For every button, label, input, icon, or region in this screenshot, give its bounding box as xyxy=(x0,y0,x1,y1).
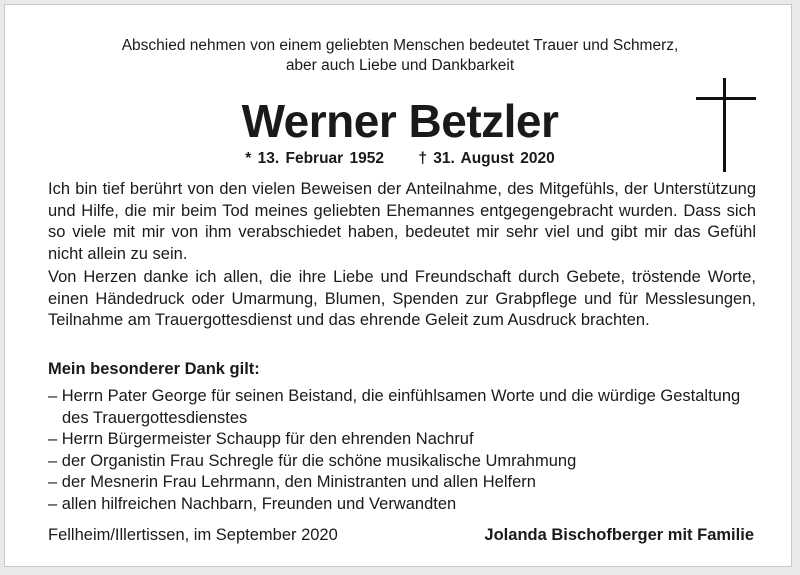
special-thanks-heading: Mein besonderer Dank gilt: xyxy=(48,360,260,378)
place-and-date: Fellheim/Illertissen, im September 2020 xyxy=(48,526,338,544)
intro-line-1: Abschied nehmen von einem geliebten Menschen bedeutet Trauer und Schmerz, xyxy=(121,37,679,54)
signature: Jolanda Bischofberger mit Familie xyxy=(484,526,754,544)
latin-cross-icon xyxy=(696,78,756,172)
life-dates xyxy=(0,150,800,168)
gratitude-paragraph-1: Ich bin tief berührt von den vielen Beweisen der Anteilnahme, des Mitgefühls, der Unterstützung und Hilfe, die mir beim Tod meines geliebten Ehemannes entgegengebracht wurden. Dass sich so viele mit mir von ihm verabschiedet haben, bedeutet mir sehr viel und gibt mir das Gefühl nicht allein zu sein. xyxy=(48,180,756,263)
deceased-name: Werner Betzler xyxy=(241,95,559,147)
birth-date: * 13. Februar 1952 xyxy=(245,150,384,167)
list-item: – Herrn Pater George für seinen Beistand, die einfühlsamen Worte und die würdige Gestaltung des Trauergottesdienstes xyxy=(48,386,758,429)
death-date: † 31. August 2020 xyxy=(418,150,555,167)
list-item: – der Mesnerin Frau Lehrmann, den Ministranten und allen Helfern xyxy=(48,472,758,494)
list-item: – Herrn Bürgermeister Schaupp für den ehrenden Nachruf xyxy=(48,429,758,451)
list-item: – allen hilfreichen Nachbarn, Freunden und Verwandten xyxy=(48,494,758,516)
intro-text xyxy=(40,36,760,76)
list-item: – der Organistin Frau Schregle für die schöne musikalische Umrahmung xyxy=(48,451,758,473)
intro-line-2: aber auch Liebe und Dankbarkeit xyxy=(285,57,515,74)
special-thanks-list xyxy=(48,386,758,515)
gratitude-paragraph-2: Von Herzen danke ich allen, die ihre Liebe und Freundschaft durch Gebete, tröstende Worte, einen Händedruck oder Umarmung, Blumen, Spenden zur Grabpflege und für Messlesungen, Teilnahme am Trauergottesdienst und das ehrende Geleit zum Ausdruck brachten. xyxy=(48,268,756,329)
